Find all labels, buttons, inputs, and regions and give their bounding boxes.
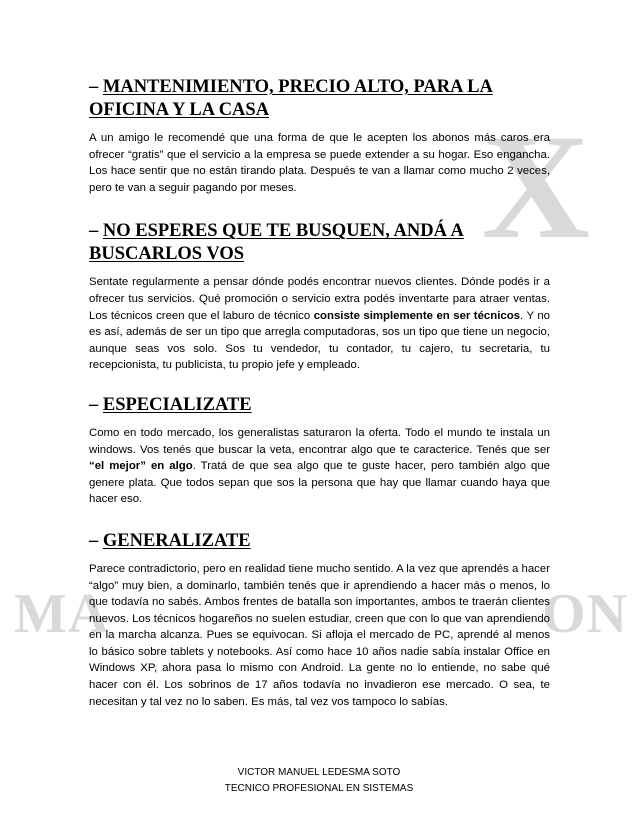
text-run: Parece contradictorio, pero en realidad tiene mucho sentido. A la vez que aprendés a hacer “algo” muy bien, a dominarlo, también tenés que ir aprendiendo a hacer más o menos, lo que todavía no sabés. Ambos frentes de batalla son importantes, ambos te traerán clientes nuevos. Los técnicos hogareños no suelen estudiar, creen que con lo que van aprendiendo en la marcha alcanza. Pues se equivocan. Si afloja el mercado de PC, aprendé al menos lo básico sobre tablets y notebooks. Así como hace 10 años nadie sabía instalar Office en Windows XP, ahora pasa lo mismo con Android. La gente no lo entiende, no sabe qué hacer con él. Los sobrinos de 17 años todavía no invadieron ese mercado. O sea, te necesitan y tal vez no lo saben. Es más, tal vez vos tampoco lo sabías.	[89, 562, 550, 708]
section-no-esperes	[89, 220, 550, 374]
heading-dash: –	[89, 77, 99, 97]
section-heading	[89, 394, 550, 417]
bold-text-run: “el mejor” en algo	[89, 460, 193, 473]
section-body	[89, 561, 550, 710]
section-body	[89, 425, 550, 508]
section-mantenimiento	[89, 76, 550, 196]
page-footer	[0, 765, 638, 797]
section-body	[89, 130, 550, 196]
text-run: A un amigo le recomendé que una forma de que le acepten los abonos más caros era ofrecer “gratis” que el servicio a la empresa se puede extender a su hogar. Eso engancha. Los hace sentir que no están tirando plata. Después te van a llamar como mucho 2 veces, pero te van a seguir pagando por meses.	[89, 132, 550, 194]
section-heading	[89, 220, 550, 266]
section-generalizate	[89, 530, 550, 710]
watermark-left: MA	[14, 583, 110, 645]
heading-text: NO ESPERES QUE TE BUSQUEN, ANDÁ A BUSCARLOS VOS	[89, 221, 464, 265]
watermark-x: X	[481, 104, 590, 270]
footer-title: TECNICO PROFESIONAL EN SISTEMAS	[224, 783, 414, 794]
section-body	[89, 274, 550, 374]
heading-dash: –	[89, 221, 99, 242]
section-heading	[89, 530, 550, 553]
text-run: . Tratá de que sea algo que te guste hacer, pero también algo que genere plata. Que todos sepan que sos la persona que hay que llamar cuando haya que hacer eso.	[89, 460, 550, 506]
heading-dash: –	[89, 394, 99, 415]
footer-author: VICTOR MANUEL LEDESMA SOTO	[237, 767, 401, 778]
bold-text-run: consiste simplemente en ser técnicos	[313, 309, 521, 322]
text-run: Como en todo mercado, los generalistas saturaron la oferta. Todo el mundo te instala un windows. Vos tenés que buscar la veta, encontrar algo que te caracterice. Tenés que ser	[89, 426, 550, 456]
watermark-right: ON	[542, 583, 628, 645]
section-especializate	[89, 394, 550, 508]
section-heading	[89, 76, 550, 122]
heading-dash: –	[89, 530, 99, 551]
heading-text: ESPECIALIZATE	[102, 394, 252, 415]
heading-text: GENERALIZATE	[102, 530, 251, 551]
text-run: Sentate regularmente a pensar dónde podés encontrar nuevos clientes. Dónde podés ir a ofrecer tus servicios. Qué promoción o servicio extra podés inventarte para atraer ventas. Los técnicos creen que el laburo de técnico	[89, 276, 550, 322]
document-page	[89, 76, 550, 710]
text-run: . Y no es así, además de ser un tipo que arregla computadoras, sos un tipo que tiene un negocio, aunque seas vos solo. Sos tu vendedor, tu contador, tu cajero, tu secretaria, tu recepcionista, tu publicista, tu propio jefe y empleado.	[89, 309, 550, 372]
heading-text: MANTENIMIENTO, PRECIO ALTO, PARA LA OFICINA Y LA CASA	[89, 77, 493, 120]
